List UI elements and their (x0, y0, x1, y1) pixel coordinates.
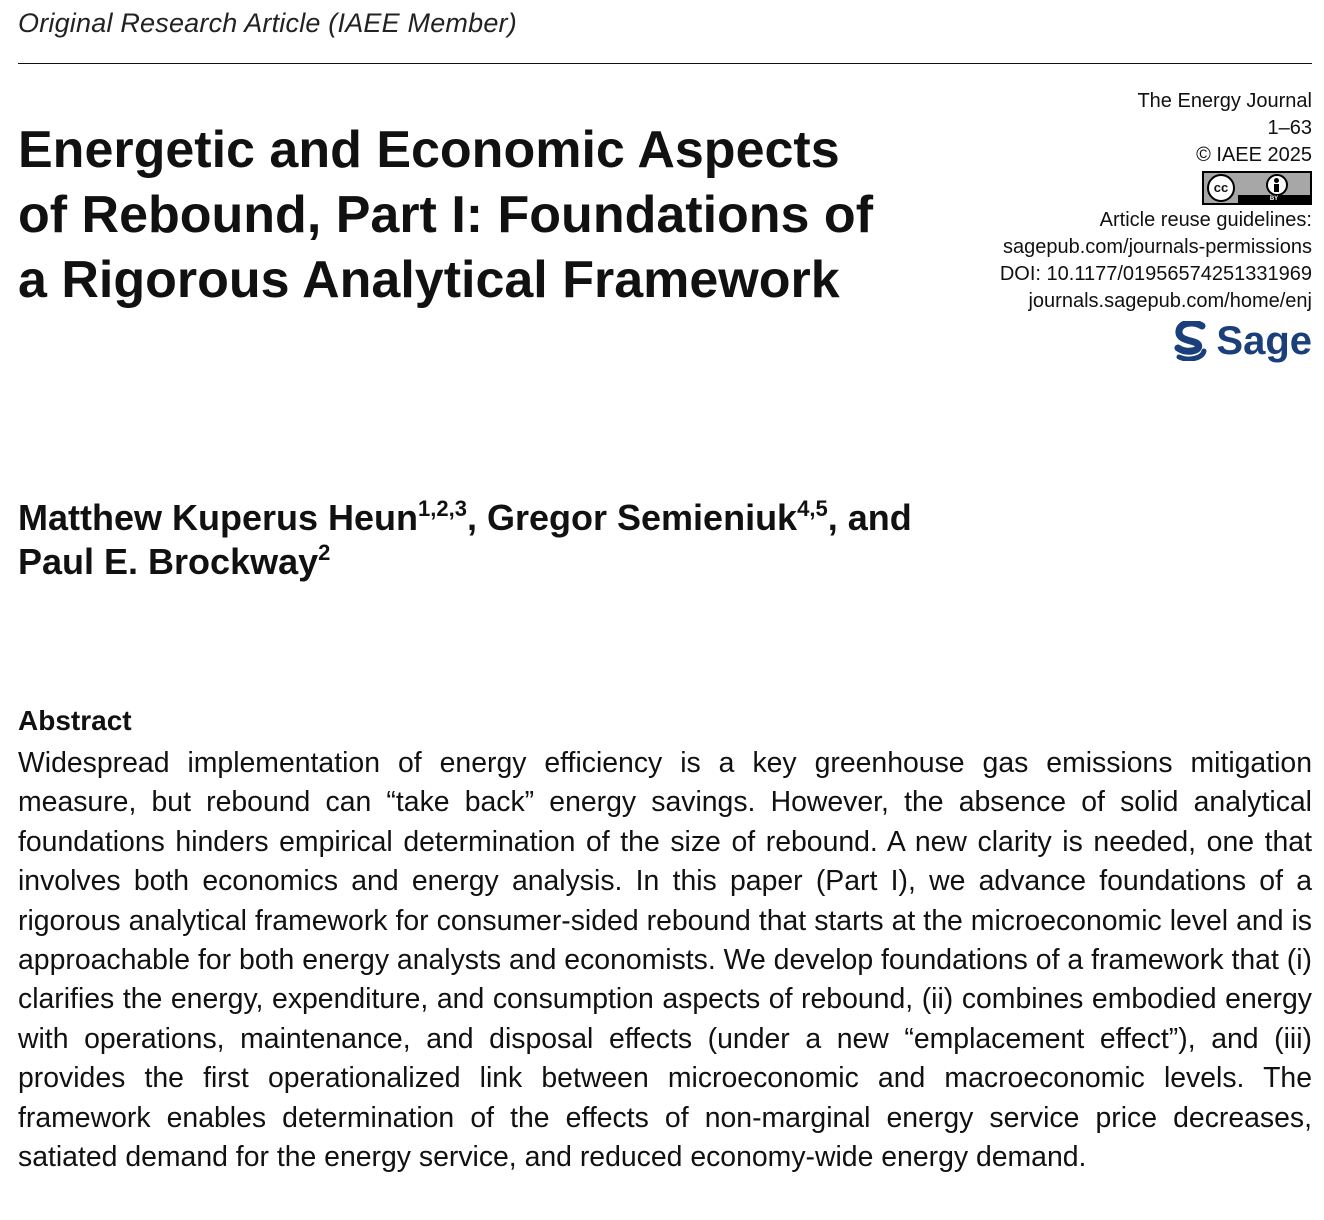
author-name[interactable]: Paul E. Brockway (18, 541, 319, 582)
reuse-link[interactable]: sagepub.com/journals-permissions (1002, 236, 1312, 258)
sage-wordmark: Sage (1216, 319, 1312, 363)
author-affiliation: 1,2,3 (418, 496, 467, 521)
header-rule (18, 63, 1312, 64)
article-type-label: Original Research Article (IAEE Member) (18, 8, 517, 38)
author-affiliation: 4,5 (797, 496, 828, 521)
sage-logo[interactable] (1174, 319, 1312, 363)
cc-by-icon[interactable]: cc BY (1202, 171, 1312, 205)
abstract-text: Widespread implementation of energy efficiency is a key greenhouse gas emissions mitigation measure, but rebound can “take back” energy savings. However, the absence of solid analytical foundations hinders empirical determination of the size of rebound. A new clarity is needed, one that involves both economics and energy analysis. In this paper (Part I), we advance foundations of a rigorous analytical framework for consumer-sided rebound that starts at the microeconomic level and is approachable for both energy analysts and economists. We develop foundations of a framework that (i) clarifies the energy, expenditure, and consumption aspects of rebound, (ii) combines embodied energy with operations, maintenance, and disposal effects (under a new “emplacement effect”), and (iii) provides the first operationalized link between microeconomic and macroeconomic levels. The framework enables determination of the effects of non-marginal energy service price decreases, satiated demand for the energy service, and reduced economy-wide energy demand. (18, 747, 1312, 1174)
author-affiliation: 2 (318, 540, 331, 565)
copyright: © IAEE 2025 (1196, 144, 1312, 166)
page-range: 1–63 (1267, 117, 1312, 139)
journal-link[interactable]: journals.sagepub.com/home/enj (1028, 290, 1312, 312)
journal-name: The Energy Journal (1137, 90, 1312, 112)
author-separator: , and (827, 497, 912, 538)
author-name[interactable]: Matthew Kuperus Heun (18, 497, 419, 538)
author-name[interactable]: Gregor Semieniuk (486, 497, 798, 538)
sage-s-icon (1174, 321, 1208, 361)
article-title: Energetic and Economic Aspects of Rebound, Part I: Foundations of a Rigorous Analytical Framework (18, 121, 874, 309)
reuse-label: Article reuse guidelines: (1099, 209, 1312, 231)
author-separator: , (466, 497, 487, 538)
abstract-heading: Abstract (18, 705, 132, 736)
doi[interactable]: DOI: 10.1177/01956574251331969 (999, 263, 1312, 285)
journal-meta (892, 88, 1312, 369)
author-list (18, 496, 1118, 584)
